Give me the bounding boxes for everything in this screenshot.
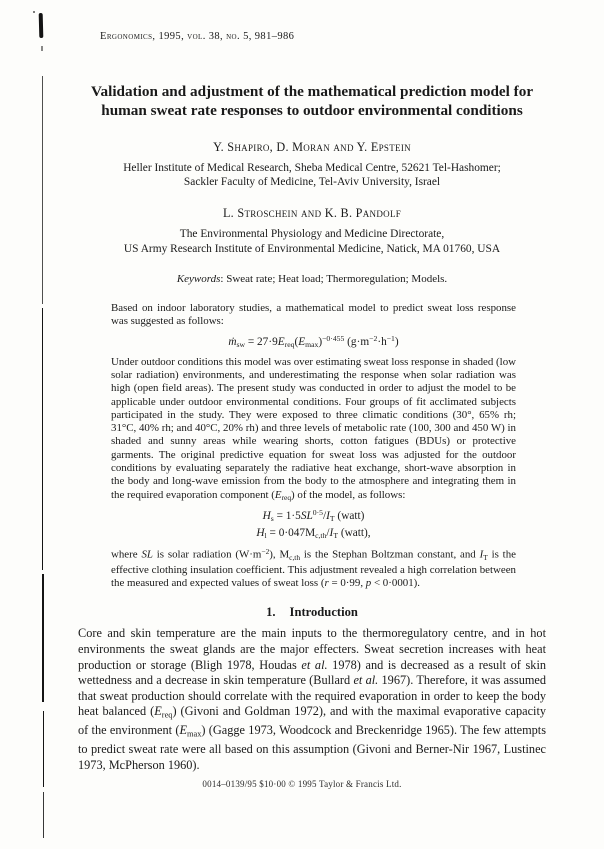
- section-label: Introduction: [289, 605, 358, 620]
- scan-speck: [41, 46, 43, 51]
- shortwave-equation: $H_s = 1\cdot 5SL^{0\cdot 5}/I_T$ (watt): [262, 508, 365, 523]
- affiliation-group2-line1: The Environmental Physiology and Medicine Directorate,: [179, 228, 445, 241]
- article-title: [78, 82, 546, 120]
- abstract: [111, 302, 516, 591]
- scan-speck: [33, 11, 35, 13]
- section-number: 1.: [266, 605, 276, 620]
- introduction-paragraph: Core and skin temperature are the main inputs to the thermoregulatory centre, and in hot environments the sweat glands are the major effecters. Sweat secretion increases with heat production or storage (Bligh 1978, Houdas et al. 1978) and is decreased as a result of skin wettedness and a decrease in skin temperature (Bullard et al. 1967). Therefore, it was assumed that sweat production should correlate with the required evaporation in order to keep the body heat balanced $(E_{req})$ (Givoni and Goldman 1972), and with the maximal evaporative capacity of the environment $(E_{max})$ (Gagge 1973, Woodcock and Breckenridge 1965). The few attempts to predict sweat rate were all based on this assumption (Givoni and Berner-Nir 1967, Lustinec 1973, McPherson 1960).: [78, 626, 547, 772]
- authors-group2: L. Stroschein and K. B. Pandolf: [222, 206, 402, 221]
- affiliation-group1: [78, 161, 546, 189]
- keywords-line: Keywords: Sweat rate; Heat load; Thermoregulation; Models.: [176, 272, 448, 285]
- copyright-footer: 0014–0139/95 $10·00 © 1995 Taylor & Francis Ltd.: [202, 779, 402, 789]
- abstract-paragraph-2: Under outdoor conditions this model was over estimating sweat loss response in shaded (low solar radiation) environments, and underestimating the response when solar radiation was high (open field areas). The present study was conducted in order to adjust the model to be applicable under outdoor environmental conditions. Four groups of fit acclimated subjects participated in the study. They were exposed to three climatic conditions (30°, 65% rh; 31°C, 40% rh; and 40°C, 20% rh) and three levels of metabolic rate (100, 300 and 450 W) in shaded and sunny areas while wearing shorts, cotton fatigues (BDUs) or protective garments. The original predictive equation for sweat loss was adjusted for the outdoor conditions by evaluating separately the radiative heat exchange, short-wave absorption in the body and long-wave emission from the body to the atmosphere and integrating them in the required evaporation component $(E_{req})$ of the model, as follows:: [111, 355, 517, 502]
- scan-edge-line: [42, 76, 43, 304]
- affiliation-group1-line1: Heller Institute of Medical Research, Sheba Medical Centre, 52621 Tel-Hashomer;: [123, 162, 501, 174]
- page-content: [78, 0, 546, 773]
- heat-exchange-equations: [111, 506, 516, 543]
- article-title-line1: Validation and adjustment of the mathematical prediction model for: [90, 83, 534, 100]
- affiliation-group1-line2: Sackler Faculty of Medicine, Tel-Aviv University, Israel: [183, 176, 441, 189]
- abstract-paragraph-3: where SL is solar radiation $(W\cdot m^{-2})$, $M_{c,th}$ is the Stephan Boltzman constant, and $I_T$ is the effective clothing insulation coefficient. This adjustment revealed a high correlation between the measured and expected values of sweat loss (r = 0·99, p < 0·0001).: [111, 546, 516, 590]
- sweat-rate-equation: ṁ$_{sw}$ = $27\cdot 9E_{req}(E_{max})^{-0\cdot 455}$ $(g\cdot m^{-2}\cdot h^{-1})$: [228, 334, 399, 350]
- authors-group1: Y. Shapiro, D. Moran and Y. Epstein: [213, 140, 411, 154]
- abstract-paragraph-1: Based on indoor laboratory studies, a mathematical model to predict sweat loss response was suggested as follows:: [111, 301, 516, 328]
- journal-citation: Ergonomics, 1995, vol. 38, no. 5, 981–986: [100, 31, 295, 42]
- scan-edge-line: [42, 308, 43, 570]
- longwave-equation: $H_l = 0\cdot 047M_{c,th}/I_T$ (watt),: [256, 527, 371, 541]
- article-title-line2: human sweat rate responses to outdoor environmental conditions: [101, 102, 523, 119]
- affiliation-group2-line2: US Army Research Institute of Environmental Medicine, Natick, MA 01760, USA: [123, 242, 501, 255]
- section-heading-introduction: [78, 605, 546, 620]
- scan-edge-line: [43, 792, 44, 838]
- scan-edge-line: [43, 711, 44, 787]
- scan-edge-line: [42, 574, 44, 702]
- scan-binding-mark: [39, 13, 44, 38]
- affiliation-group2: [78, 227, 546, 255]
